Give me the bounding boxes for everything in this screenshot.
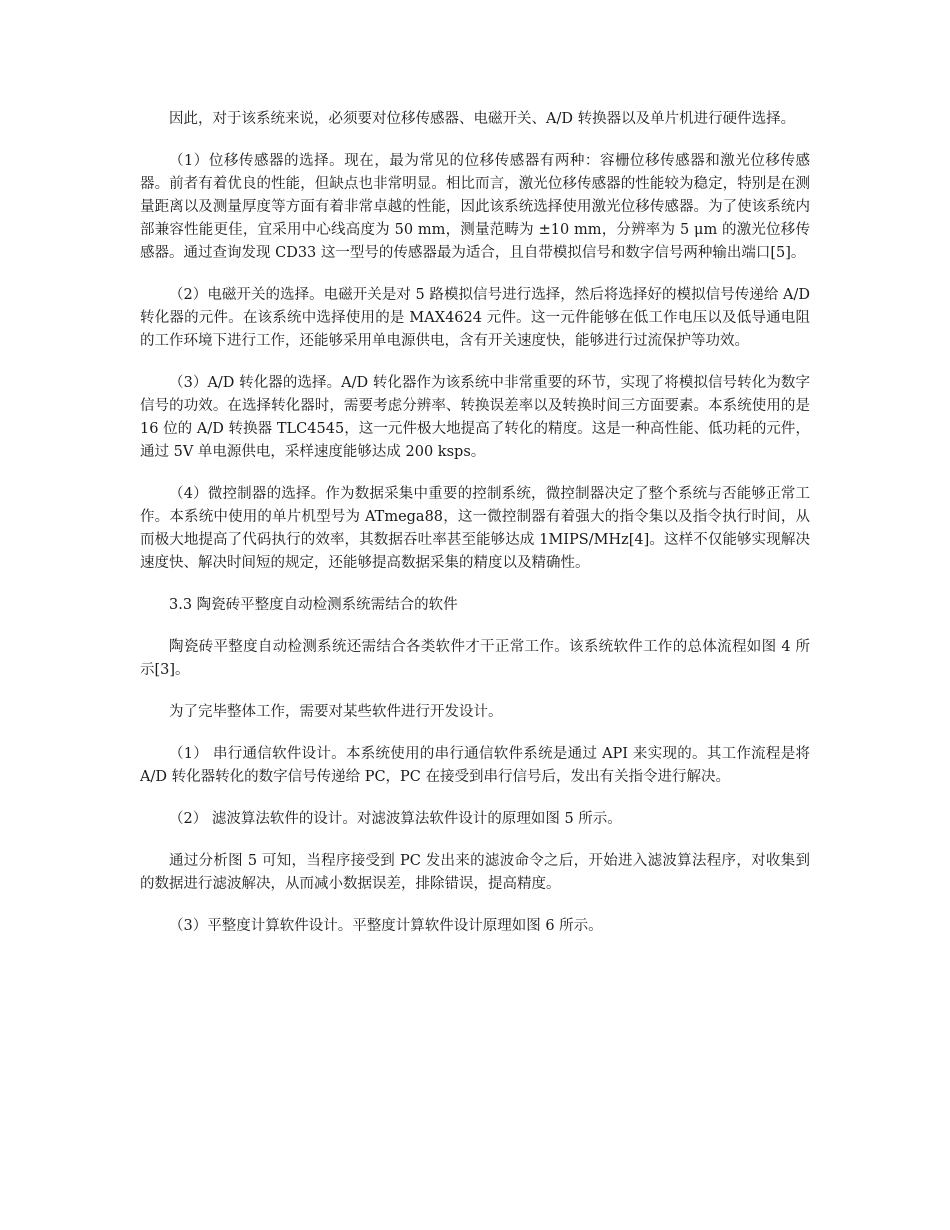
paragraph-software-development: 为了完毕整体工作，需要对某些软件进行开发设计。 bbox=[169, 704, 503, 720]
paragraph-electromagnetic-switch: （2）电磁开关的选择。电磁开关是对 5 路模拟信号进行选择，然后将选择好的模拟信号传递给 A/D 转化器的元件。在该系统中选择使用的是 MAX4624 元件。这一元件能够在低工作电压以及低导通电阻的工作环境下进行工作，还能够采用单电源供电，含有开关速度快，能够进行过流保护等功效。 bbox=[140, 287, 810, 349]
paragraph-flatness-calculation: （3）平整度计算软件设计。平整度计算软件设计原理如图 6 所示。 bbox=[169, 918, 603, 934]
document-body bbox=[140, 108, 810, 957]
paragraph-filter-analysis: 通过分析图 5 可知，当程序接受到 PC 发出来的滤波命令之后，开始进入滤波算法程序，对收集到的数据进行滤波解决，从而减小数据误差，排除错误，提高精度。 bbox=[140, 853, 810, 892]
paragraph-microcontroller: （4）微控制器的选择。作为数据采集中重要的控制系统，微控制器决定了整个系统与否能够正常工作。本系统中使用的单片机型号为 ATmega88，这一微控制器有着强大的指令集以及指令执行时间，从而极大地提高了代码执行的效率，其数据吞吐率甚至能够达成 1MIPS/MHz[4]。这样不仅能够实现解决速度快、解决时间短的规定，还能够提高数据采集的精度以及精确性。 bbox=[140, 486, 810, 571]
paragraph-ad-converter: （3）A/D 转化器的选择。A/D 转化器作为该系统中非常重要的环节，实现了将模拟信号转化为数字信号的功效。在选择转化器时，需要考虑分辨率、转换误差率以及转换时间三方面要素。本系统使用的是 16 位的 A/D 转换器 TLC4545，这一元件极大地提高了转化的精度。这是一种高性能、低功耗的元件，通过 5V 单电源供电，采样速度能够达成 200 ksps。 bbox=[140, 375, 810, 460]
paragraph-software-overview: 陶瓷砖平整度自动检测系统还需结合各类软件才干正常工作。该系统软件工作的总体流程如图 4 所示[3]。 bbox=[140, 639, 810, 678]
paragraph-filter-algorithm: （2） 滤波算法软件的设计。对滤波算法软件设计的原理如图 5 所示。 bbox=[169, 811, 622, 827]
paragraph-serial-communication: （1） 串行通信软件设计。本系统使用的串行通信软件系统是通过 API 来实现的。其工作流程是将 A/D 转化器转化的数字信号传递给 PC，PC 在接受到串行信号后，发出有关指令进行解决。 bbox=[140, 746, 810, 785]
paragraph-intro: 因此，对于该系统来说，必须要对位移传感器、电磁开关、A/D 转换器以及单片机进行硬件选择。 bbox=[169, 111, 796, 127]
section-heading-3-3: 3.3 陶瓷砖平整度自动检测系统需结合的软件 bbox=[169, 597, 458, 613]
paragraph-displacement-sensor: （1）位移传感器的选择。现在，最为常见的位移传感器有两种：容栅位移传感器和激光位移传感器。前者有着优良的性能，但缺点也非常明显。相比而言，激光位移传感器的性能较为稳定，特别是在测量距离以及测量厚度等方面有着非常卓越的性能，因此该系统选择使用激光位移传感器。为了使该系统内部兼容性能更佳，宜采用中心线高度为 50 mm，测量范畴为 ±10 mm，分辨率为 5 μm 的激光位移传感器。通过查询发现 CD33 这一型号的传感器最为适合，且自带模拟信号和数字信号两种输出端口[5]。 bbox=[140, 153, 810, 261]
